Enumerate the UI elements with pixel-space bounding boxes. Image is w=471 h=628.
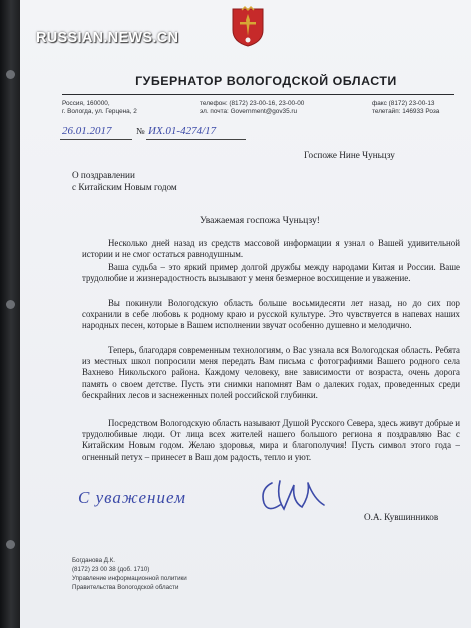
- letter-paragraph: Посредством Вологодскую область называют Душой Русского Севера, здесь живут добрые и трудолюбивые люди. От лица всех жителей нашего большого региона я поздравляю Вас с Китайским Новым годом. Желаю здоровья, мира и благополучия! Пусть символ этого года – огненный петух – принесет в Ваш дом радость, тепло и уют.: [82, 418, 460, 462]
- handwritten-closing: С уважением: [78, 488, 186, 507]
- letter-number: ИХ.01-4274/17: [148, 125, 217, 137]
- contact-line: телефон: (8172) 23-00-16, 23-00-00: [200, 100, 305, 107]
- binder-hole: [6, 70, 15, 79]
- address-line: Россия, 160000,: [62, 100, 110, 107]
- footer-line: Управление информационной политики: [72, 575, 187, 582]
- letter-paragraph: Несколько дней назад из средств массовой информации я узнал о Вашей удивительной истории и не смог остаться равнодушным.: [82, 238, 460, 260]
- number-underline: [146, 139, 246, 140]
- signature-mark: [258, 475, 330, 517]
- subject-line: О поздравлении: [72, 170, 135, 180]
- date-underline: [60, 139, 132, 140]
- footer-line: (8172) 23 00 38 (доб. 1710): [72, 566, 150, 573]
- signer-name: О.А. Кувшинников: [364, 512, 439, 522]
- fax-line: факс (8172) 23-00-13: [372, 100, 435, 107]
- letter-paragraph: Теперь, благодаря современным технологиям, о Вас узнала вся Вологодская область. Ребята из местных школ попросили меня передать Вам письма с фотографиями Вашего родного села Вахнево Никольского района. Каждому человеку, вне зависимости от возраста, очень дорога память о своем детстве. Пусть эти снимки напомнят Вам о далеких годах, проведенных среди бескрайних лесов и заснеженных полей российской глубинки.: [82, 345, 460, 400]
- subject-line: с Китайским Новым годом: [72, 182, 177, 192]
- sender-fax: [372, 100, 439, 117]
- header-divider: [62, 94, 454, 95]
- watermark: RUSSIAN.NEWS.CN: [36, 30, 179, 46]
- footer-contact: [72, 556, 187, 592]
- address-line: г. Вологда, ул. Герцена, 2: [62, 108, 137, 116]
- footer-line: Богданова Д.К.: [72, 557, 116, 564]
- footer-line: Правительства Вологодской области: [72, 584, 179, 591]
- binder-spine: [0, 0, 22, 628]
- organization-title: ГУБЕРНАТОР ВОЛОГОДСКОЙ ОБЛАСТИ: [135, 74, 397, 88]
- letter-paragraph: Вы покинули Вологодскую область больше восьмидесяти лет назад, но до сих пор сохранили в себе любовь к родному краю и русской культуре. Это чувствуется в напевах наших народных песен, которые в Вашем исполнении звучат особенно душевно и мелодично.: [82, 298, 460, 331]
- letter-paragraph: Ваша судьба – это яркий пример долгой дружбы между народами Китая и России. Ваше трудолюбие и жизнерадостность вызывают у меня безмерное восхищение и уважение.: [82, 262, 460, 284]
- coat-of-arms-icon: [230, 6, 266, 48]
- sender-contacts: [200, 100, 304, 117]
- recipient: Госпоже Нине Чуньцзу: [304, 150, 395, 160]
- binder-hole: [6, 540, 15, 549]
- sender-address: [62, 100, 137, 117]
- contact-line: эл. почта: Government@gov35.ru: [200, 108, 298, 116]
- binder-hole: [6, 300, 15, 309]
- number-prefix: №: [136, 126, 145, 136]
- fax-line: телетайп: 146933 Роза: [372, 108, 440, 116]
- salutation: Уважаемая госпожа Чуньцзу!: [200, 215, 320, 226]
- letter-date: 26.01.2017: [62, 125, 112, 137]
- letter-page: [20, 0, 471, 628]
